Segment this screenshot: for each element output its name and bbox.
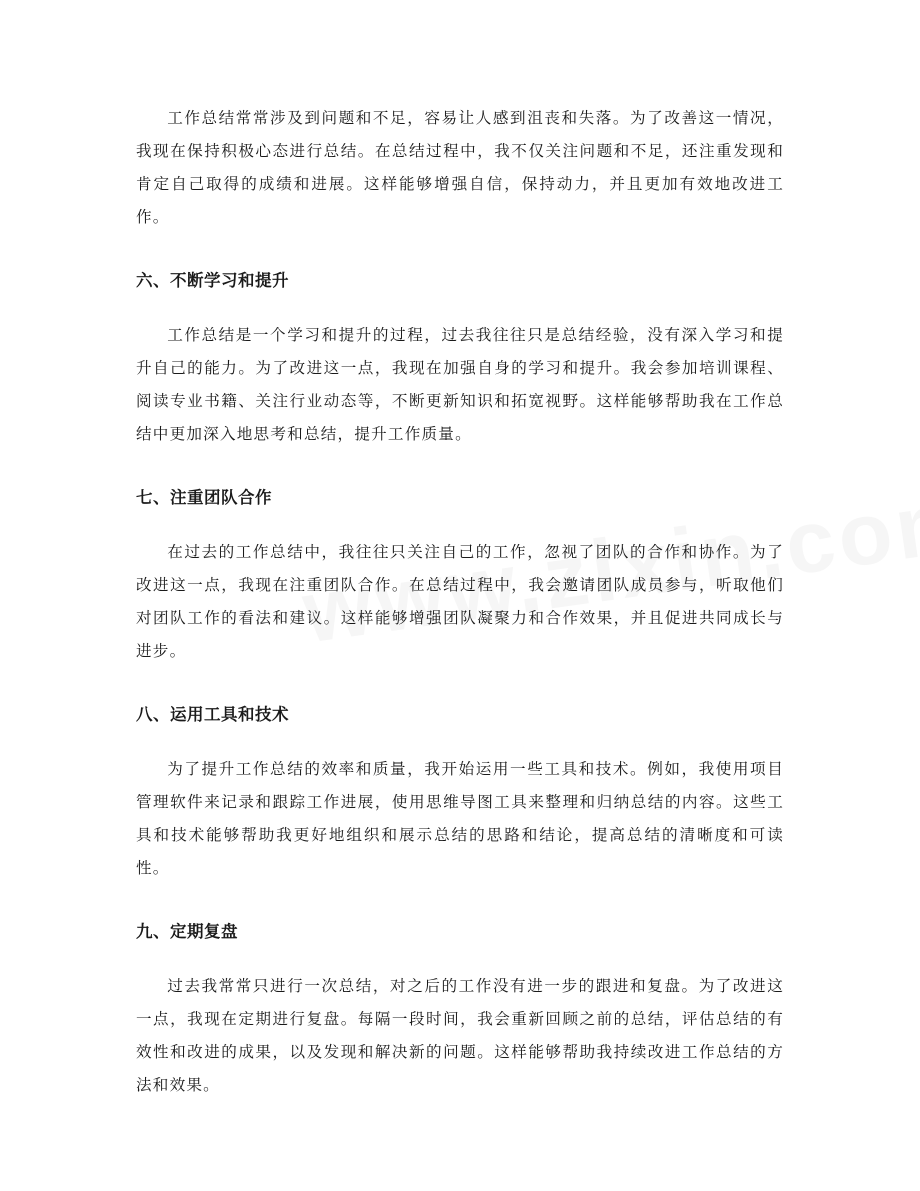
section-heading-6: 六、不断学习和提升 <box>136 271 289 290</box>
spacer <box>136 234 784 264</box>
spacer <box>136 731 784 753</box>
spacer <box>136 451 784 481</box>
spacer <box>136 668 784 698</box>
section-heading-7: 七、注重团队合作 <box>136 488 272 507</box>
section-body-8: 为了提升工作总结的效率和质量，我开始运用一些工具和技术。例如，我使用项目管理软件来记录和跟踪工作进展，使用思维导图工具来整理和归纳总结的内容。这些工具和技术能够帮助我更好地组织和展示总结的思路和结论，提高总结的清晰度和可读性。 <box>136 760 784 877</box>
intro-paragraph: 工作总结常常涉及到问题和不足，容易让人感到沮丧和失落。为了改善这一情况，我现在保持积极心态进行总结。在总结过程中，我不仅关注问题和不足，还注重发现和肯定自己取得的成绩和进展。这样能够增强自信，保持动力，并且更加有效地改进工作。 <box>136 109 784 226</box>
spacer <box>136 885 784 915</box>
section-body-9: 过去我常常只进行一次总结，对之后的工作没有进一步的跟进和复盘。为了改进这一点，我现在定期进行复盘。每隔一段时间，我会重新回顾之前的总结，评估总结的有效性和改进的成果，以及发现和解决新的问题。这样能够帮助我持续改进工作总结的方法和效果。 <box>136 977 784 1094</box>
section-body-7: 在过去的工作总结中，我往往只关注自己的工作，忽视了团队的合作和协作。为了改进这一点，我现在注重团队合作。在总结过程中，我会邀请团队成员参与，听取他们对团队工作的看法和建议。这样能够增强团队凝聚力和合作效果，并且促进共同成长与进步。 <box>136 543 784 660</box>
section-heading-9: 九、定期复盘 <box>136 922 238 941</box>
section-heading-8: 八、运用工具和技术 <box>136 705 289 724</box>
spacer <box>136 948 784 970</box>
spacer <box>136 297 784 319</box>
section-body-6: 工作总结是一个学习和提升的过程，过去我往往只是总结经验，没有深入学习和提升自己的能力。为了改进这一点，我现在加强自身的学习和提升。我会参加培训课程、阅读专业书籍、关注行业动态等，不断更新知识和拓宽视野。这样能够帮助我在工作总结中更加深入地思考和总结，提升工作质量。 <box>136 326 784 443</box>
spacer <box>136 514 784 536</box>
document-body <box>136 102 784 1102</box>
